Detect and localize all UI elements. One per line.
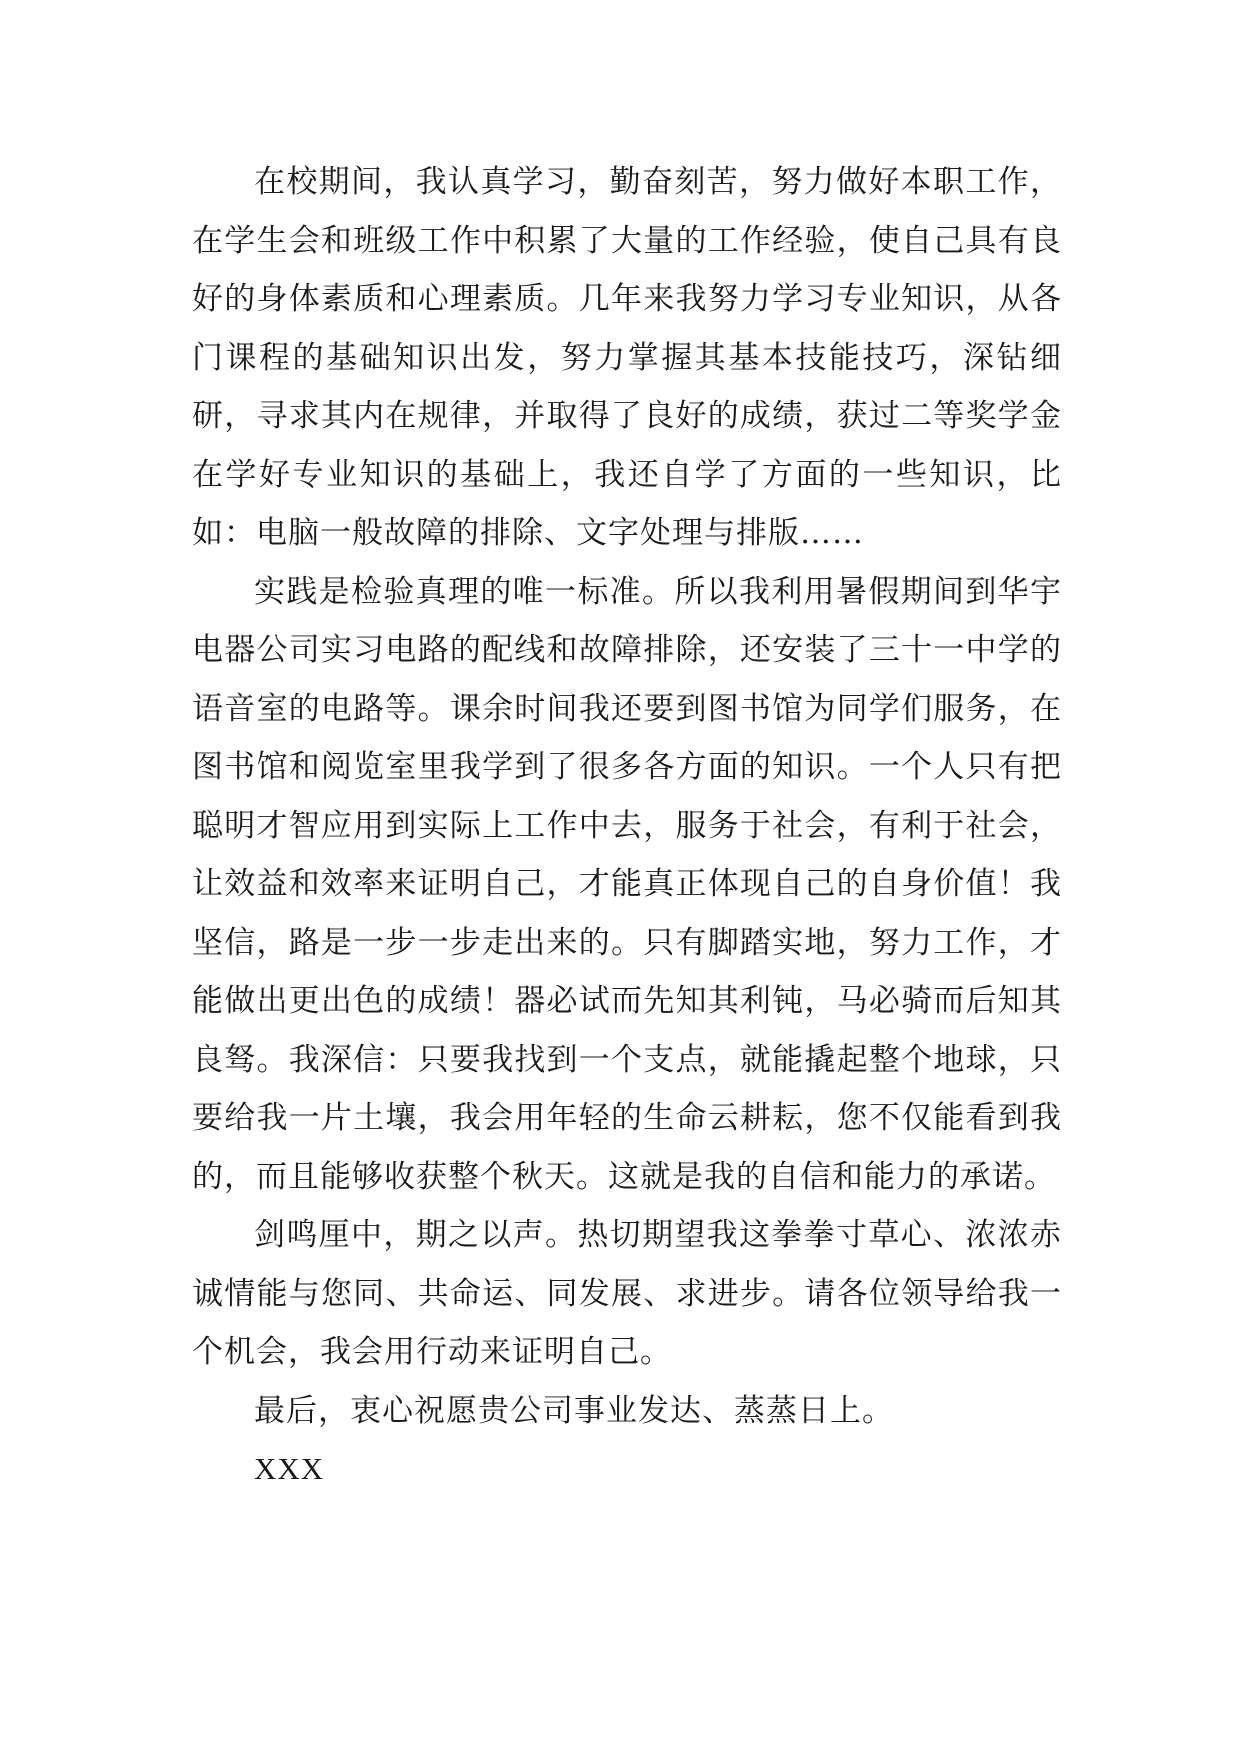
paragraph-practice: 实践是检验真理的唯一标准。所以我利用暑假期间到华宇电器公司实习电路的配线和故障排除，还安装了三十一中学的语音室的电路等。课余时间我还要到图书馆为同学们服务，在图书馆和阅览室里我学到了很多各方面的知识。一个人只有把聪明才智应用到实际上工作中去，服务于社会，有利于社会，让效益和效率来证明自己，才能真正体现自己的自身价值！我坚信，路是一步一步走出来的。只有脚踏实地，努力工作，才能做出更出色的成绩！器必试而先知其利钝，马必骑而后知其良驽。我深信：只要我找到一个支点，就能撬起整个地球，只要给我一片土壤，我会用年轻的生命云耕耘，您不仅能看到我的，而且能够收获整个秋天。这就是我的自信和能力的承诺。 (192, 573, 1062, 1195)
paragraph-study: 在校期间，我认真学习，勤奋刻苦，努力做好本职工作，在学生会和班级工作中积累了大量的工作经验，使自己具有良好的身体素质和心理素质。几年来我努力学习专业知识，从各门课程的基础知识出发，努力掌握其基本技能技巧，深钻细研，寻求其内在规律，并取得了良好的成绩，获过二等奖学金在学好专业知识的基础上，我还自学了方面的一些知识，比如：电脑一般故障的排除、文字处理与排版…… (192, 164, 1062, 551)
signature: XXX (254, 1451, 325, 1486)
paragraph-expectation: 剑鸣厘中，期之以声。热切期望我这拳拳寸草心、浓浓赤诚情能与您同、共命运、同发展、求进步。请各位领导给我一个机会，我会用行动来证明自己。 (192, 1217, 1062, 1370)
paragraph-closing: 最后，衷心祝愿贵公司事业发达、蒸蒸日上。 (254, 1392, 894, 1429)
letter-body (192, 153, 1062, 1499)
